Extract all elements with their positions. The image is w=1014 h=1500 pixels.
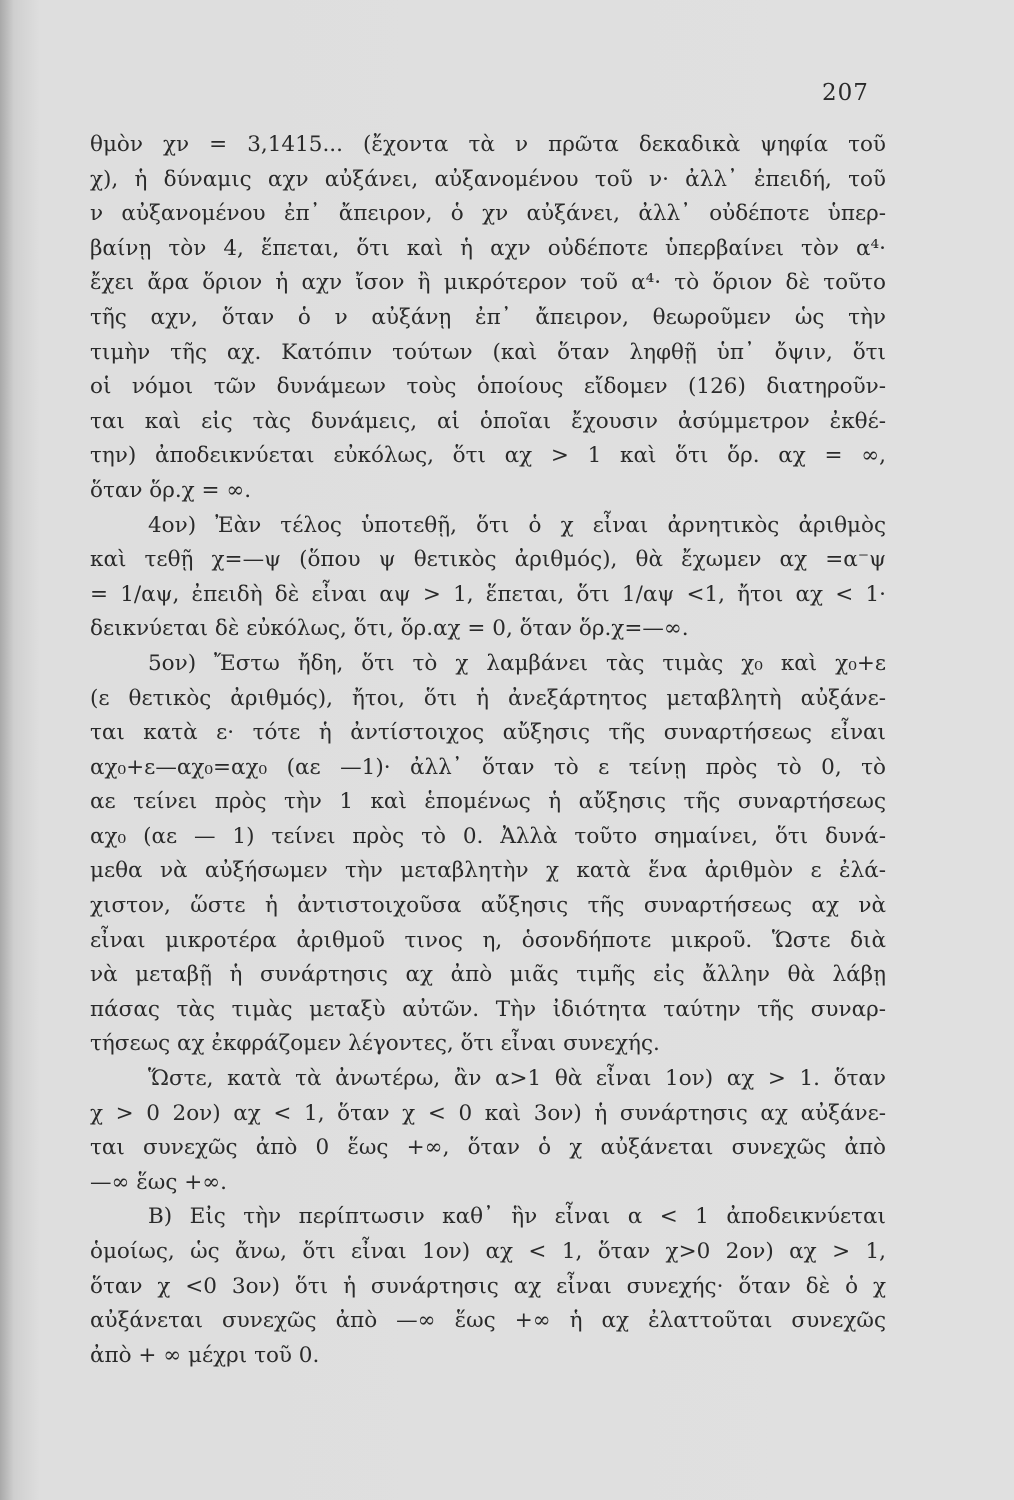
text-line: πάσας τὰς τιμὰς μεταξὺ αὐτῶν. Τὴν ἰδιότητα ταύτην τῆς συναρ- <box>90 996 886 1022</box>
text-line: ται κατὰ ε· τότε ἡ ἀντίστοιχος αὔξησις τῆς συναρτήσεως εἶναι <box>90 720 886 746</box>
text-line: Ὥστε, κατὰ τὰ ἀνωτέρω, ἂν α>1 θὰ εἶναι 1ον) αχ > 1. ὅταν <box>148 1066 886 1092</box>
body-text <box>90 128 886 1373</box>
text-line: ται καὶ εἰς τὰς δυνάμεις, αἱ ὁποῖαι ἔχουσιν ἀσύμμετρον ἐκθέ- <box>90 408 886 434</box>
text-line: τιμὴν τῆς αχ. Κατόπιν τούτων (καὶ ὅταν ληφθῇ ὑπ᾽ ὄψιν, ὅτι <box>90 339 886 365</box>
text-line: (ε θετικὸς ἀριθμός), ἤτοι, ὅτι ἡ ἀνεξάρτητος μεταβλητὴ αὐξάνε- <box>90 685 886 711</box>
text-line: 4ον) Ἐὰν τέλος ὑποτεθῇ, ὅτι ὁ χ εἶναι ἀρνητικὸς ἀριθμὸς <box>148 512 886 538</box>
text-line: εἶναι μικροτέρα ἀριθμοῦ τινος η, ὁσονδήποτε μικροῦ. Ὥστε διὰ <box>90 927 886 953</box>
text-line: χ), ἡ δύναμις αχν αὐξάνει, αὐξανομένου τοῦ ν· ἀλλ᾽ ἐπειδή, τοῦ <box>90 166 886 192</box>
text-line: την) ἀποδεικνύεται εὐκόλως, ὅτι αχ > 1 καὶ ὅτι ὅρ. αχ = ∞, <box>90 443 886 469</box>
text-line: θμὸν χν = 3,1415... (ἔχοντα τὰ ν πρῶτα δεκαδικὰ ψηφία τοῦ <box>90 132 886 157</box>
text-line: —∞ ἕως +∞. <box>90 1169 227 1195</box>
text-line: 5ον) Ἔστω ἤδη, ὅτι τὸ χ λαμβάνει τὰς τιμὰς χ₀ καὶ χ₀+ε <box>148 650 886 676</box>
text-line: νὰ μεταβῇ ἡ συνάρτησις αχ ἀπὸ μιᾶς τιμῆς εἰς ἄλλην θὰ λάβῃ <box>90 962 886 988</box>
text-line: Β) Εἰς τὴν περίπτωσιν καθ᾽ ἣν εἶναι α < 1 ἀποδεικνύεται <box>148 1204 886 1230</box>
text-line: αὐξάνεται συνεχῶς ἀπὸ —∞ ἕως +∞ ἡ αχ ἐλαττοῦται συνεχῶς <box>90 1308 886 1334</box>
text-line: βαίνῃ τὸν 4, ἕπεται, ὅτι καὶ ἡ αχν οὐδέποτε ὑπερβαίνει τὸν α⁴· <box>90 235 886 261</box>
text-line: ἔχει ἄρα ὅριον ἡ αχν ἴσον ἢ μικρότερον τοῦ α⁴· τὸ ὅριον δὲ τοῦτο <box>90 270 886 296</box>
text-line: ὅταν χ <0 3ον) ὅτι ἡ συνάρτησις αχ εἶναι συνεχής· ὅταν δὲ ὁ χ <box>90 1273 886 1299</box>
text-line: ν αὐξανομένου ἐπ᾽ ἄπειρον, ὁ χν αὐξάνει, ἀλλ᾽ οὐδέποτε ὑπερ- <box>90 201 886 227</box>
text-line: αχ₀ (αε — 1) τείνει πρὸς τὸ 0. Ἀλλὰ τοῦτο σημαίνει, ὅτι δυνά- <box>90 823 886 849</box>
text-line: δεικνύεται δὲ εὐκόλως, ὅτι, ὅρ.αχ = 0, ὅταν ὅρ.χ=—∞. <box>90 616 689 642</box>
text-line: ὁμοίως, ὡς ἄνω, ὅτι εἶναι 1ον) αχ < 1, ὅταν χ>0 2ον) αχ > 1, <box>90 1239 886 1264</box>
text-line: ἀπὸ + ∞ μέχρι τοῦ 0. <box>90 1342 320 1368</box>
text-line: τήσεως αχ ἐκφράζομεν λέγοντες, ὅτι εἶναι συνεχής. <box>90 1031 660 1057</box>
text-line: ὅταν ὅρ.χ = ∞. <box>90 477 252 503</box>
text-line: = 1/αψ, ἐπειδὴ δὲ εἶναι αψ > 1, ἕπεται, ὅτι 1/αψ <1, ἤτοι αχ < 1· <box>90 581 886 607</box>
text-line: τῆς αχν, ὅταν ὁ ν αὐξάνῃ ἐπ᾽ ἄπειρον, θεωροῦμεν ὡς τὴν <box>90 304 886 330</box>
text-line: χιστον, ὥστε ἡ ἀντιστοιχοῦσα αὔξησις τῆς συναρτήσεως αχ νὰ <box>90 893 886 919</box>
text-line: καὶ τεθῇ χ=—ψ (ὅπου ψ θετικὸς ἀριθμός), θὰ ἔχωμεν αχ =α⁻ψ <box>90 547 886 573</box>
text-line: οἱ νόμοι τῶν δυνάμεων τοὺς ὁποίους εἴδομεν (126) διατηροῦν- <box>90 374 886 400</box>
text-line: αχ₀+ε—αχ₀=αχ₀ (αε —1)· ἀλλ᾽ ὅταν τὸ ε τείνῃ πρὸς τὸ 0, τὸ <box>90 754 886 780</box>
text-line: ται συνεχῶς ἀπὸ 0 ἕως +∞, ὅταν ὁ χ αὐξάνεται συνεχῶς ἀπὸ <box>90 1135 886 1161</box>
text-line: αε τείνει πρὸς τὴν 1 καὶ ἑπομένως ἡ αὔξησις τῆς συναρτήσεως <box>90 789 886 815</box>
text-line: χ > 0 2ον) αχ < 1, ὅταν χ < 0 καὶ 3ον) ἡ συνάρτησις αχ αὐξάνε- <box>90 1100 886 1126</box>
page-number: 207 <box>822 80 869 106</box>
text-line: μεθα νὰ αὐξήσωμεν τὴν μεταβλητὴν χ κατὰ ἕνα ἀριθμὸν ε ἐλά- <box>90 858 886 884</box>
